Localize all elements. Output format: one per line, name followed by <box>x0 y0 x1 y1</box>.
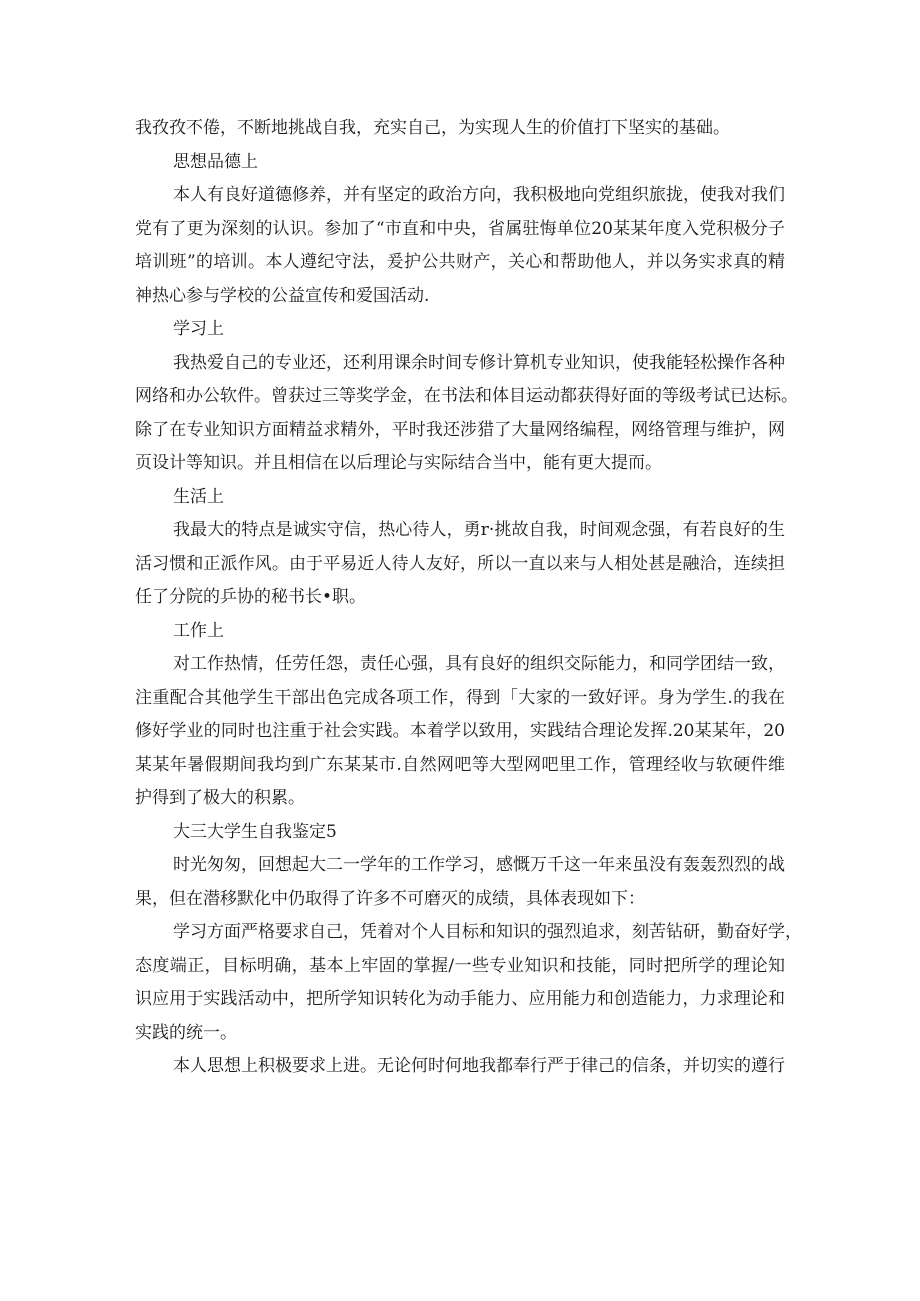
paragraph-line: 某某年暑假期间我均到广东某某市.自然网吧等大型网吧里工作，管理经收与软硬件维 <box>135 754 785 775</box>
paragraph-ideology <box>135 1050 785 1084</box>
paragraph-intro <box>135 849 785 916</box>
paragraph-line: 修好学业的同时也注重于社会实践。本着学以致用，实践结合理论发挥.20某某年，20 <box>135 721 785 741</box>
paragraph-line: 任了分院的乒协的秘书长•职。 <box>135 587 367 607</box>
section-heading-work: 工作上 <box>173 620 224 641</box>
paragraph-line: 时光匆匆，回想起大二一学年的工作学习，感慨万千这一年来虽没有轰轰烈烈的战 <box>173 855 785 875</box>
paragraph-moral <box>135 179 785 313</box>
paragraph-line: 识应用于实践活动中，把所学知识转化为动手能力、应用能力和创造能力，力求理论和 <box>135 989 785 1009</box>
paragraph-line: 对工作热情，任劳任怨，责任心强，具有良好的组织交际能力，和同学团结一致， <box>173 654 785 674</box>
section-heading-moral: 思想品德上 <box>173 151 258 172</box>
paragraph-line: 我最大的特点是诚实守信，热心待人，勇r·挑故自我，时间观念强，有若良好的生 <box>173 520 785 540</box>
paragraph-line: 实践的统一。 <box>135 1022 237 1043</box>
paragraph-line: 党有了更为深刻的认识。参加了“市直和中央，省属驻悔单位20某某年度入党积极分子 <box>135 218 785 239</box>
paragraph-study-requirements <box>135 916 802 1050</box>
paragraph-line: 页设计等知识。并且相信在以后理论与实际结合当中，能有更大提而。 <box>135 453 662 473</box>
paragraph-line: 神热心参与学校的公益宣传和爱国活动. <box>135 285 430 306</box>
paragraph-line: 我孜孜不倦，不断地挑战自我，充实自己，为实现人生的价值打下坚实的基础。 <box>135 118 730 138</box>
paragraph-work <box>135 648 785 816</box>
paragraph-line: 我热爱自己的专业还，还利用课余时间专修计算机专业知识，使我能轻松操作各种 <box>173 352 785 373</box>
paragraph-line: 除了在专业知识方面精益求精外，平时我还涉猎了大量网络编程，网络管理与维护，网 <box>135 419 785 440</box>
paragraph-life <box>135 514 785 615</box>
section-heading-self-assessment-5: 大三大学生自我鉴定5 <box>173 821 337 842</box>
paragraph-line: 网络和办公软件。曾获过三等奖学金，在书法和体目运动都获得好面的等级考试已达标。 <box>135 386 798 406</box>
paragraph-line: 果，但在潜移默化中仍取得了许多不可磨灭的成绩，具体表现如下： <box>135 888 645 909</box>
paragraph-line: 培训班”的培训。本人遵纪守法，爰护公共财产，关心和帮助他人，并以务实求真的精 <box>135 252 785 272</box>
document-page <box>135 112 802 1084</box>
paragraph-line: 本人有良好道德修养，并有坚定的政治方向，我积极地向党组织旅拢，使我对我们 <box>173 185 785 205</box>
section-heading-life: 生活上 <box>173 486 224 507</box>
paragraph-line: 本人思想上积极要求上进。无论何时何地我都奉行严于律己的信条，并切实的遵行 <box>173 1056 785 1076</box>
paragraph-line: 态度端正，目标明确，基本上牢固的掌握/一些专业知识和技能，同时把所学的理论知 <box>135 955 785 976</box>
section-heading-study: 学习上 <box>173 319 224 339</box>
paragraph-line: 活习惯和正派作风。由于平易近人待人友好，所以一直以来与人相处甚是融洽，连续担 <box>135 553 785 574</box>
paragraph-line: 注重配合其他学生干部出色完成各项工作，得到「大家的一致好评。身为学生.的我在 <box>135 687 785 708</box>
paragraph-line: 学习方面严格要求自己，凭着对个人目标和知识的强烈追求，刻苦钻研，勤奋好学， <box>173 922 802 942</box>
paragraph-line: 护得到了极大的积累。 <box>135 788 305 808</box>
paragraph-study <box>135 347 798 481</box>
